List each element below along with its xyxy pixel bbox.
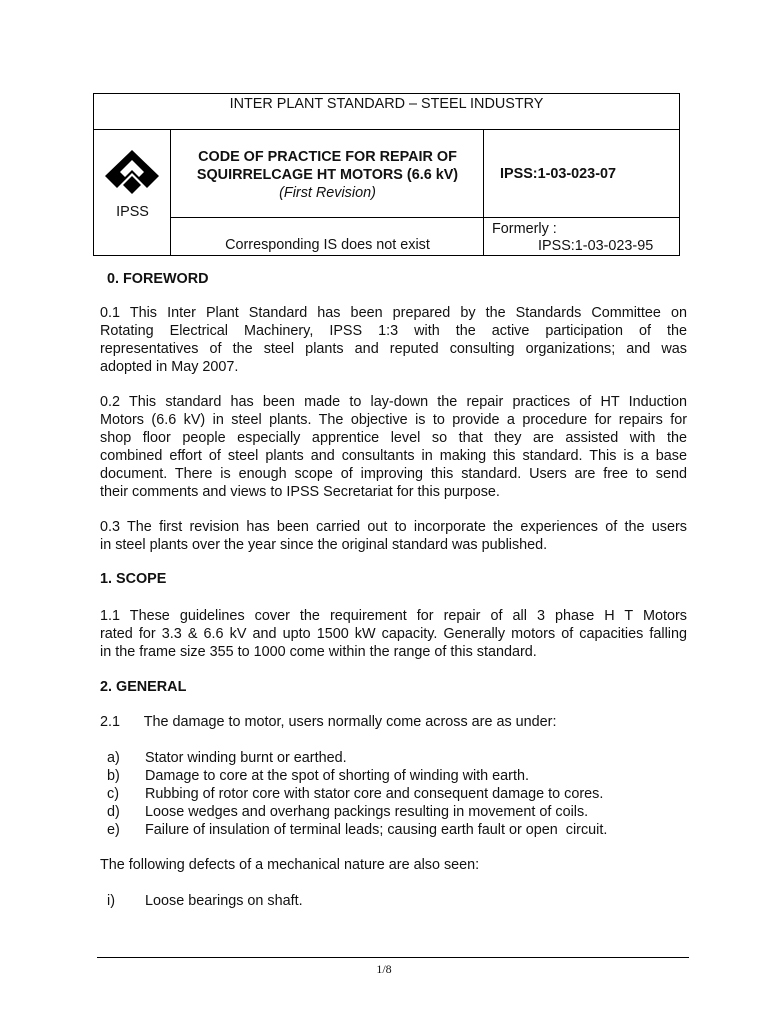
paragraph-2-1: 2.1 The damage to motor, users normally come across are as under: — [100, 714, 557, 730]
text-line: in the frame size 355 to 1000 come within the range of this standard. — [100, 644, 537, 660]
list-item: Stator winding burnt or earthed. — [145, 750, 347, 766]
ipss-number-cell — [484, 130, 679, 218]
list-marker: i) — [107, 893, 115, 909]
formerly-cell — [484, 218, 679, 256]
foreword-heading: 0. FOREWORD — [107, 271, 209, 287]
text-line: 0.3 The first revision has been carried out to incorporate the experiences of the users — [100, 519, 687, 535]
paragraph-0-2 — [100, 393, 687, 501]
text-line: rated for 3.3 & 6.6 kV and upto 1500 kW capacity. Generally motors of capacities falling — [100, 626, 687, 642]
code-title-cell — [171, 130, 484, 218]
ipss-logo-icon — [103, 148, 161, 194]
paragraph-0-1 — [100, 304, 687, 376]
general-heading: 2. GENERAL — [100, 679, 187, 695]
header-table — [93, 93, 680, 256]
list-item: Rubbing of rotor core with stator core and consequent damage to cores. — [145, 786, 604, 802]
list-item: Damage to core at the spot of shorting of winding with earth. — [145, 768, 529, 784]
list-item: Loose wedges and overhang packings resulting in movement of coils. — [145, 804, 589, 820]
text-line: document. There is enough scope of improving this standard. Users are free to send — [100, 466, 687, 482]
list-marker: e) — [107, 822, 120, 838]
formerly-label: Formerly : — [492, 221, 557, 237]
text-line: 0.2 This standard has been made to lay-down the repair practices of HT Induction — [100, 394, 687, 410]
code-title-line2: SQUIRRELCAGE HT MOTORS (6.6 kV) — [196, 167, 459, 183]
page-number: 1/8 — [376, 962, 392, 976]
corresponding-cell — [171, 218, 484, 256]
text-line: representatives of the steel plants and reputed consulting organizations; and was — [100, 341, 687, 357]
scope-heading: 1. SCOPE — [100, 571, 167, 587]
corresponding-text: Corresponding IS does not exist — [225, 237, 430, 253]
text-line: Motors (6.6 kV) in steel plants. The objective is to provide a procedure for repairs for — [100, 412, 687, 428]
text-line: 1.1 These guidelines cover the requirement for repair of all 3 phase H T Motors — [100, 608, 687, 624]
text-line: Rotating Electrical Machinery, IPSS 1:3 with the active participation of the — [100, 323, 687, 339]
formerly-number: IPSS:1-03-023-95 — [538, 238, 654, 254]
mechanical-intro: The following defects of a mechanical nature are also seen: — [100, 857, 480, 873]
code-title-line1: CODE OF PRACTICE FOR REPAIR OF — [198, 149, 457, 165]
paragraph-1-1 — [100, 607, 687, 661]
text-line: adopted in May 2007. — [100, 359, 239, 375]
ipss-number: IPSS:1-03-023-07 — [500, 166, 616, 182]
logo-label: IPSS — [116, 204, 149, 220]
list-marker: b) — [107, 768, 120, 784]
list-item: Failure of insulation of terminal leads; causing earth fault or open circuit. — [145, 822, 608, 838]
footer-divider — [97, 957, 689, 958]
list-marker: a) — [107, 750, 120, 766]
text-line: 0.1 This Inter Plant Standard has been prepared by the Standards Committee on — [100, 305, 687, 321]
text-line: their comments and views to IPSS Secretariat for this purpose. — [100, 484, 500, 500]
logo-cell — [94, 130, 171, 256]
text-line: combined effort of steel plants and consultants in making this standard. This is a base — [100, 448, 687, 464]
paragraph-0-3 — [100, 518, 687, 554]
revision-label: (First Revision) — [279, 185, 376, 201]
list-marker: c) — [107, 786, 119, 802]
standard-title: INTER PLANT STANDARD – STEEL INDUSTRY — [94, 94, 679, 130]
text-line: shop floor people especially apprentice level so that they are assisted with the — [100, 430, 687, 446]
list-marker: d) — [107, 804, 120, 820]
text-line: in steel plants over the year since the original standard was published. — [100, 537, 548, 553]
list-item: Loose bearings on shaft. — [145, 893, 303, 909]
